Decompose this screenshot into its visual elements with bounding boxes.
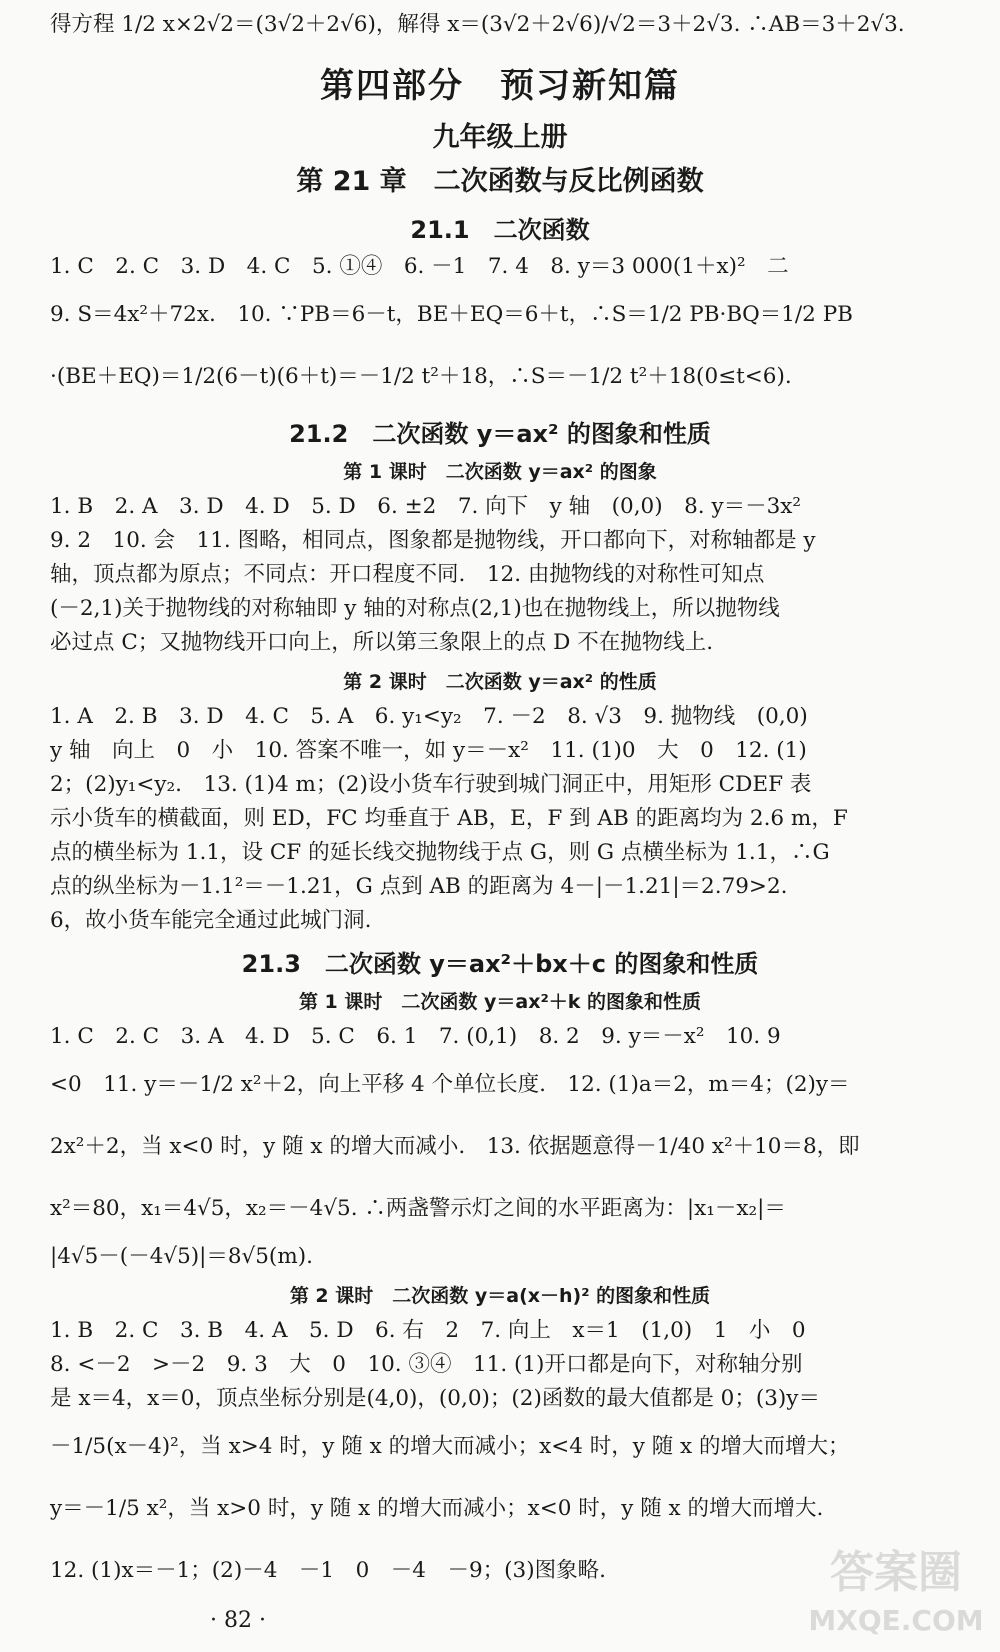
section-title-21-3: 21.3 二次函数 y＝ax²＋bx＋c 的图象和性质 [241, 950, 759, 978]
lesson-title: 第 2 课时 二次函数 y＝a(x－h)² 的图象和性质 [289, 1285, 711, 1307]
lesson-title: 第 2 课时 二次函数 y＝ax² 的性质 [343, 671, 657, 693]
text-line: 必过点 C；又抛物线开口向上，所以第三象限上的点 D 不在抛物线上. [50, 630, 714, 655]
text-line: 2x²＋2，当 x<0 时，y 随 x 的增大而减小. 13. 依据题意得－1/40 x²＋10＝8，即 [50, 1134, 860, 1159]
text-line: 1. B 2. C 3. B 4. A 5. D 6. 右 2 7. 向上 x＝1 (1,0) 1 小 0 [50, 1318, 806, 1343]
text-line: 1. B 2. A 3. D 4. D 5. D 6. ±2 7. 向下 y 轴 (0,0) 8. y＝－3x² [50, 494, 802, 519]
text-line: 1. C 2. C 3. D 4. C 5. ①④ 6. －1 7. 4 8. y＝3 000(1＋x)² 二 [50, 254, 789, 279]
text-line: 轴，顶点都为原点；不同点：开口程度不同. 12. 由抛物线的对称性可知点 [50, 562, 765, 587]
text-line: －1/5(x－4)²，当 x>4 时，y 随 x 的增大而减小；x<4 时，y 随 x 的增大而增大； [50, 1434, 850, 1459]
text-line: 6，故小货车能完全通过此城门洞. [50, 908, 372, 933]
chapter-title: 第 21 章 二次函数与反比例函数 [296, 166, 704, 197]
text-line: 9. S＝4x²＋72x. 10. ∵PB＝6－t，BE＋EQ＝6＋t，∴S＝1/2 PB·BQ＝1/2 PB [50, 302, 853, 327]
text-line: 2；(2)y₁<y₂. 13. (1)4 m；(2)设小货车行驶到城门洞正中，用矩形 CDEF 表 [50, 772, 812, 797]
lesson-title: 第 1 课时 二次函数 y＝ax² 的图象 [343, 461, 657, 483]
text-line: 8. <－2 >－2 9. 3 大 0 10. ③④ 11. (1)开口都是向下，对称轴分别 [50, 1352, 803, 1377]
text-line: 得方程 1/2 x×2√2＝(3√2＋2√6)，解得 x＝(3√2＋2√6)/√2＝3＋2√3. ∴AB＝3＋2√3. [50, 12, 905, 37]
text-line: 9. 2 10. 会 11. 图略，相同点，图象都是抛物线，开口都向下，对称轴都是 y [50, 528, 816, 553]
watermark-top: 答案圈 [830, 1547, 962, 1598]
text-line: 1. C 2. C 3. A 4. D 5. C 6. 1 7. (0,1) 8. 2 9. y＝－x² 10. 9 [50, 1024, 781, 1049]
text-line: 12. (1)x＝－1；(2)－4 －1 0 －4 －9；(3)图象略. [50, 1558, 606, 1583]
section-title-21-1: 21.1 二次函数 [410, 216, 590, 244]
watermark-logo [806, 1532, 986, 1642]
page-number: · 82 · [210, 1608, 266, 1633]
text-line: |4√5－(－4√5)|＝8√5(m). [50, 1244, 313, 1269]
text-line: 示小货车的横截面，则 ED，FC 均垂直于 AB，E，F 到 AB 的距离均为 2.6 m，F [50, 806, 848, 831]
text-line: y＝－1/5 x²，当 x>0 时，y 随 x 的增大而减小；x<0 时，y 随 x 的增大而增大. [50, 1496, 824, 1521]
part-title: 第四部分 预习新知篇 [320, 66, 680, 106]
text-line: 点的纵坐标为－1.1²＝－1.21，G 点到 AB 的距离为 4－|－1.21|＝2.79>2. [50, 874, 788, 899]
text-line: x²＝80，x₁＝4√5，x₂＝－4√5. ∴两盏警示灯之间的水平距离为：|x₁－x₂|＝ [50, 1196, 786, 1221]
text-line: <0 11. y＝－1/2 x²＋2，向上平移 4 个单位长度. 12. (1)a＝2，m＝4；(2)y＝ [50, 1072, 850, 1097]
text-line: (－2,1)关于抛物线的对称轴即 y 轴的对称点(2,1)也在抛物线上，所以抛物线 [50, 596, 780, 621]
text-line: 1. A 2. B 3. D 4. C 5. A 6. y₁<y₂ 7. －2 8. √3 9. 抛物线 (0,0) [50, 704, 808, 729]
text-line: ·(BE＋EQ)＝1/2(6－t)(6＋t)＝－1/2 t²＋18，∴S＝－1/2 t²＋18(0≤t<6). [50, 364, 792, 389]
watermark-bottom: MXQE.COM [808, 1604, 984, 1637]
text-line: 点的横坐标为 1.1，设 CF 的延长线交抛物线于点 G，则 G 点横坐标为 1.1，∴G [50, 840, 830, 865]
section-title-21-2: 21.2 二次函数 y＝ax² 的图象和性质 [289, 420, 711, 448]
answer-page [50, 8, 950, 1602]
lesson-title: 第 1 课时 二次函数 y＝ax²＋k 的图象和性质 [298, 991, 702, 1013]
grade-title: 九年级上册 [432, 122, 568, 153]
text-line: y 轴 向上 0 小 10. 答案不唯一，如 y＝－x² 11. (1)0 大 0 12. (1) [50, 738, 807, 763]
text-line: 是 x＝4，x＝0，顶点坐标分别是(4,0)，(0,0)；(2)函数的最大值都是 0；(3)y＝ [50, 1386, 820, 1411]
